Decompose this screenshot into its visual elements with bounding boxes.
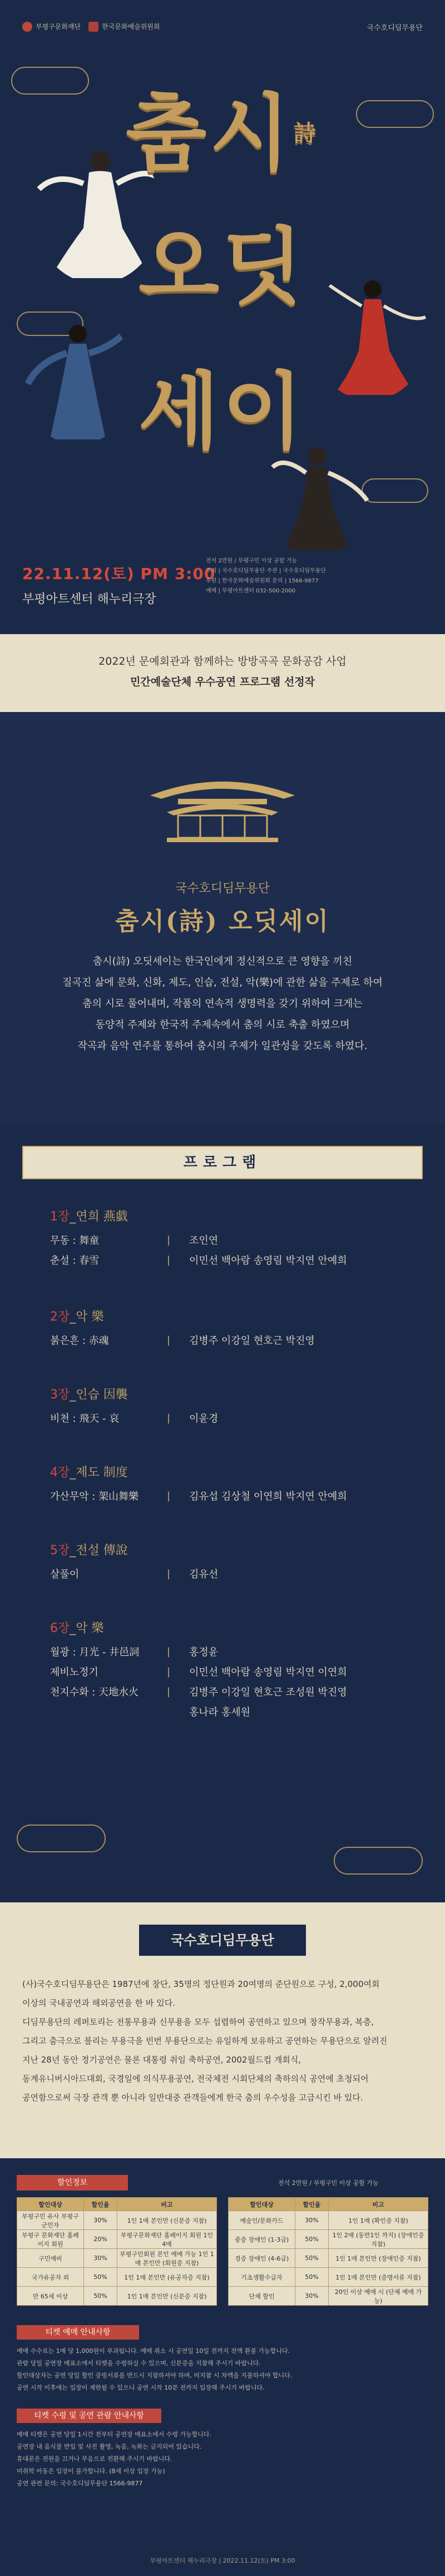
show-description	[33, 951, 412, 1057]
program-section	[0, 1124, 445, 1902]
act-name: _인습 因襲	[70, 1388, 128, 1402]
row-separator: |	[167, 1234, 171, 1246]
table-cell: 1인 2매 (동반1인 까지) (장애인증 지참)	[329, 2230, 428, 2249]
cloud-ornament	[17, 1825, 106, 1852]
table-cell: 1인 1매 본인만 (증명서류 지참)	[329, 2268, 428, 2287]
row-separator: |	[167, 1254, 171, 1266]
act-title	[50, 1307, 406, 1324]
performers: 홍나라 홍세원	[189, 1707, 251, 1718]
sponsor-logos	[22, 22, 160, 32]
discount-header: 할인정보	[17, 2175, 128, 2191]
column-header: 비고	[117, 2198, 217, 2211]
event-date: 22.11.12(토) PM 3:00	[22, 565, 216, 583]
table-cell: 부평구문화재단 홈페이지 회원 1인 4매	[117, 2230, 217, 2249]
program-row	[50, 1564, 406, 1584]
ticket-notice-header: 티켓 예매 안내사항	[17, 2325, 139, 2340]
title-line-2: 오딧	[139, 218, 306, 316]
act-name: _제도 制度	[70, 1466, 128, 1480]
notice-item: 예매 수수료는 1매 당 1,000원이 부과됩니다. 예매 취소 시 공연일 10일 전까지 전액 환불 가능합니다.	[17, 2347, 290, 2355]
table-row	[229, 2230, 428, 2249]
performers: 홍정윤	[189, 1647, 219, 1658]
act-name: _악 樂	[70, 1621, 104, 1635]
description-line: 작곡과 음악 연주를 통하여 춤시의 주제가 일관성을 갖도록 하였다.	[77, 1040, 368, 1052]
ticket-notice-list	[17, 2345, 428, 2394]
title-line-3: 세이	[139, 363, 306, 461]
temple-roof-icon	[145, 762, 300, 846]
table-cell: 1인 1매 본인만 (장애인증 지참)	[329, 2249, 428, 2268]
discount-table-right	[228, 2197, 428, 2306]
act-5	[50, 1541, 406, 1584]
program-header: 프로그램	[22, 1146, 423, 1179]
performers: 김병주 이강일 현호근 조성원 박진영	[189, 1687, 347, 1698]
table-cell: 20인 이상 예매 시 (단체 예매 가능)	[329, 2287, 428, 2306]
act-title	[50, 1207, 406, 1224]
performers: 김유선	[189, 1569, 219, 1580]
notice-item: 관람 당일 공연장 매표소에서 티켓을 수령하실 수 있으며, 신분증을 지참해 주시기 바랍니다.	[17, 2360, 261, 2367]
table-cell: 국가유공자 외	[17, 2268, 84, 2287]
info-line: 예매 | 부평아트센터 032-500-2000	[206, 588, 296, 594]
table-cell: 20%	[84, 2230, 117, 2249]
table-row	[17, 2249, 217, 2268]
notice-item: 공연장 내 음식물 반입 및 사진 촬영, 녹음, 녹화는 금지되어 있습니다.	[17, 2443, 202, 2450]
act-number: 1장	[50, 1210, 70, 1224]
price-note: 전석 2만원 / 부평구민 이상 공할 가능	[278, 2179, 379, 2187]
piece-name: 무동 : 舞童	[50, 1235, 100, 1247]
table-cell: 1인 1매 본인만 (신분증 지참)	[117, 2211, 217, 2230]
about-line: 동계유니버시아드대회, 국경일에 의식무용공연, 전국체전 시회단체의 축하의식 공연에 초청되어	[22, 2074, 369, 2084]
piece-name: 제비노정기	[50, 1667, 98, 1678]
bupyeong-logo-icon	[22, 22, 32, 32]
bupyeong-logo	[22, 22, 81, 32]
row-separator: |	[167, 1685, 171, 1698]
hero-poster	[0, 0, 445, 623]
column-header: 할인율	[84, 2198, 117, 2211]
act-name: _전설 傳說	[70, 1544, 128, 1558]
table-cell: 1인 1매 (확인증 지참)	[329, 2211, 428, 2230]
act-number: 6장	[50, 1621, 70, 1635]
program-row	[50, 1662, 406, 1682]
table-cell: 경증 장애인 (4-6급)	[229, 2249, 295, 2268]
table-row	[17, 2268, 217, 2287]
arko-logo-icon	[88, 22, 98, 32]
act-number: 5장	[50, 1544, 70, 1558]
table-cell: 만 65세 이상	[17, 2287, 84, 2306]
table-row	[17, 2211, 217, 2230]
table-cell: 중증 장애인 (1-3급)	[229, 2230, 295, 2249]
program-row	[50, 1250, 406, 1270]
table-cell: 50%	[295, 2268, 329, 2287]
title-line-1	[0, 83, 445, 184]
about-line: 디딤무용단의 레퍼토리는 전통무용과 신무용을 모두 섭렵하여 공연하고 있으며 창작무용과, 복층,	[22, 2017, 374, 2027]
banner-line-1: 2022년 문예회관과 함께하는 방방곡곡 문화공감 사업	[98, 655, 347, 668]
about-line: 공연함으로써 극장 관객 뿐 아니라 일반대중 관객들에게 한국 춤의 우수성을 고급시킨 바 있다.	[22, 2093, 363, 2103]
discount-table-left	[17, 2197, 217, 2306]
description-line: 춤시(詩) 오딧세이는 한국인에게 정신적으로 큰 영향을 끼친	[92, 956, 353, 967]
act-name: _악 樂	[70, 1310, 104, 1324]
act-title	[50, 1619, 406, 1636]
piece-name: 천지수화 : 天地水火	[50, 1687, 139, 1698]
table-cell: 50%	[295, 2249, 329, 2268]
table-header-row	[17, 2198, 217, 2211]
banner-line-2: 민간예술단체 우수공연 프로그램 선정작	[130, 676, 315, 688]
discount-section	[0, 2158, 445, 2576]
arko-logo	[88, 22, 160, 32]
row-separator: |	[167, 1568, 171, 1580]
info-line: 후원 | 한국문화예술위원회 문의 | 1566-9877	[206, 578, 319, 584]
program-row	[50, 1641, 406, 1662]
table-cell: 30%	[84, 2249, 117, 2268]
program-row	[50, 1682, 406, 1702]
logo-bar	[22, 17, 423, 37]
table-cell: 기초생활수급자	[229, 2268, 295, 2287]
event-venue: 부평아트센터 해누리극장	[22, 592, 156, 606]
row-separator: |	[167, 1665, 171, 1678]
show-title: 춤시(詩) 오딧세이	[115, 907, 330, 936]
performers: 조인연	[189, 1235, 219, 1247]
piece-name: 붉은흔 : 赤魂	[50, 1335, 109, 1347]
notice-item: 휴대폰은 전원을 끄거나 무음으로 전환해 주시기 바랍니다.	[17, 2455, 172, 2463]
performers: 이민선 백아람 송영림 박지연 안예희	[189, 1255, 347, 1267]
act-title	[50, 1385, 406, 1402]
table-row	[229, 2268, 428, 2287]
about-title: 국수호디딤무용단	[139, 1925, 306, 1956]
act-number: 3장	[50, 1388, 70, 1402]
act-2	[50, 1307, 406, 1350]
row-separator: |	[167, 1334, 171, 1346]
event-info	[206, 556, 423, 596]
program-selection-banner	[0, 634, 445, 712]
act-title	[50, 1541, 406, 1558]
program-row	[50, 1702, 406, 1722]
footer: 부평아트센터 해누리극장 | 2022.11.12(토) PM 3:00	[150, 2557, 295, 2564]
piece-name: 월광 : 月光 - 井邑詞	[50, 1647, 140, 1658]
table-cell: 30%	[295, 2211, 329, 2230]
viewing-notice-list	[17, 2429, 428, 2490]
table-cell: 단체 할인	[229, 2287, 295, 2306]
row-separator: |	[167, 1490, 171, 1502]
column-header: 비고	[329, 2198, 428, 2211]
description-line: 춤의 시로 풀어내며, 작품의 연속적 생명력을 갖기 위하여 크게는	[82, 998, 363, 1010]
program-row	[50, 1408, 406, 1428]
company-about-section	[0, 1902, 445, 2158]
performers: 이윤경	[189, 1413, 219, 1425]
company-logo: 국수호디딤무용단	[367, 23, 423, 32]
row-separator: |	[167, 1645, 171, 1658]
about-line: 이상의 국내공연과 해외공연을 한 바 있다.	[22, 1998, 175, 2008]
about-line: 그리고 춤극으로 불리는 무용극을 빈번 무용단으로는 유일하게 보유하고 공연하는 무용단으로 알려진	[22, 2036, 388, 2046]
act-number: 4장	[50, 1466, 70, 1480]
program-row	[50, 1230, 406, 1250]
table-cell: 30%	[84, 2211, 117, 2230]
bupyeong-logo-text: 부평구문화재단	[36, 22, 81, 31]
table-cell: 1인 1매 본인만 (유공자증 지참)	[117, 2268, 217, 2287]
about-line: (사)국수호디딤무용단은 1987년에 창단, 35명의 정단원과 20여명의 준단원으로 구성, 2,000여회	[22, 1979, 380, 1989]
table-cell: 부평구민회원 본인 예매 가능 1인 1매 본인만 (회원증 지참)	[117, 2249, 217, 2268]
cloud-ornament	[334, 1847, 423, 1875]
about-text	[22, 1975, 423, 2107]
notice-item: 미취학 아동은 입장이 불가합니다. (8세 이상 입장 가능)	[17, 2468, 165, 2475]
table-row	[229, 2287, 428, 2306]
table-cell: 1인 1매 본인만 (신분증 지참)	[117, 2287, 217, 2306]
title-line-1-text: 춤시	[126, 85, 294, 182]
performers: 김병주 이강일 현호근 박진영	[189, 1335, 315, 1347]
program-row	[50, 1330, 406, 1350]
column-header: 할인대상	[229, 2198, 295, 2211]
table-cell: 50%	[295, 2230, 329, 2249]
description-line: 질곡진 삶에 문화, 신화, 제도, 인습, 전설, 악(樂)에 관한 삶을 주제로 하여	[62, 977, 383, 988]
viewing-notice-header: 티켓 수령 및 공연 관람 안내사항	[17, 2409, 161, 2423]
table-cell: 50%	[84, 2268, 117, 2287]
arko-logo-text: 한국문화예술위원회	[102, 22, 160, 31]
act-name: _연희 燕戱	[70, 1210, 128, 1224]
table-row	[17, 2230, 217, 2249]
act-title	[50, 1463, 406, 1480]
table-cell: 예술인/문화카드	[229, 2211, 295, 2230]
piece-name: 비천 : 飛天 - 哀	[50, 1413, 120, 1425]
table-cell: 부평구민 유사 부평구 군민자	[17, 2211, 84, 2230]
program-row	[50, 1486, 406, 1506]
info-line: 주최 | 국수호디딤무용단 주관 | 국수호디딤무용단	[206, 568, 326, 574]
piece-name: 가산무악 : 架山舞樂	[50, 1491, 139, 1502]
table-cell: 구민예비	[17, 2249, 84, 2268]
notice-item: 할인대상자는 공연 당일 할인 증빙서류를 반드시 지참하셔야 하며, 미지참 시 차액을 지불하셔야 합니다.	[17, 2372, 293, 2379]
intro-section	[0, 712, 445, 1124]
notice-item: 예매 티켓은 공연 당일 1시간 전부터 공연장 매표소에서 수령 가능합니다.	[17, 2431, 212, 2438]
table-row	[17, 2287, 217, 2306]
act-4	[50, 1463, 406, 1506]
company-name: 국수호디딤무용단	[175, 882, 270, 896]
table-row	[229, 2249, 428, 2268]
performers: 김유섭 김상철 이연희 박지연 안예희	[189, 1491, 347, 1502]
title-hanja: 詩	[293, 120, 319, 146]
piece-name: 살풀이	[50, 1569, 80, 1580]
notice-item: 공연 관련 문의: 국수호디딤무용단 1566-9877	[17, 2480, 143, 2487]
table-row	[229, 2211, 428, 2230]
piece-name: 춘설 : 春雪	[50, 1255, 100, 1267]
table-header-row	[229, 2198, 428, 2211]
notice-item: 공연 시작 이후에는 입장이 제한될 수 있으니 공연 시작 10분 전까지 입장해 주시기 바랍니다.	[17, 2384, 265, 2391]
info-line: 전석 2만원 / 부평구민 이상 공할 가능	[206, 558, 298, 564]
row-separator: |	[167, 1412, 171, 1424]
column-header: 할인율	[295, 2198, 329, 2211]
act-3	[50, 1385, 406, 1428]
act-1	[50, 1207, 406, 1270]
table-cell: 30%	[295, 2287, 329, 2306]
column-header: 할인대상	[17, 2198, 84, 2211]
table-cell: 50%	[84, 2287, 117, 2306]
act-6	[50, 1619, 406, 1722]
description-line: 동양적 주제와 한국적 주제속에서 춤의 시로 축출 하였으며	[95, 1019, 350, 1031]
table-cell: 부평구 문화재단 홈페이지 회원	[17, 2230, 84, 2249]
performers: 이민선 백아람 송영림 박지연 이연희	[189, 1667, 347, 1678]
about-line: 지난 28년 동안 정기공연은 물론 대통령 취임 축하공연, 2002월드컵 개회식,	[22, 2055, 301, 2065]
act-number: 2장	[50, 1310, 70, 1324]
